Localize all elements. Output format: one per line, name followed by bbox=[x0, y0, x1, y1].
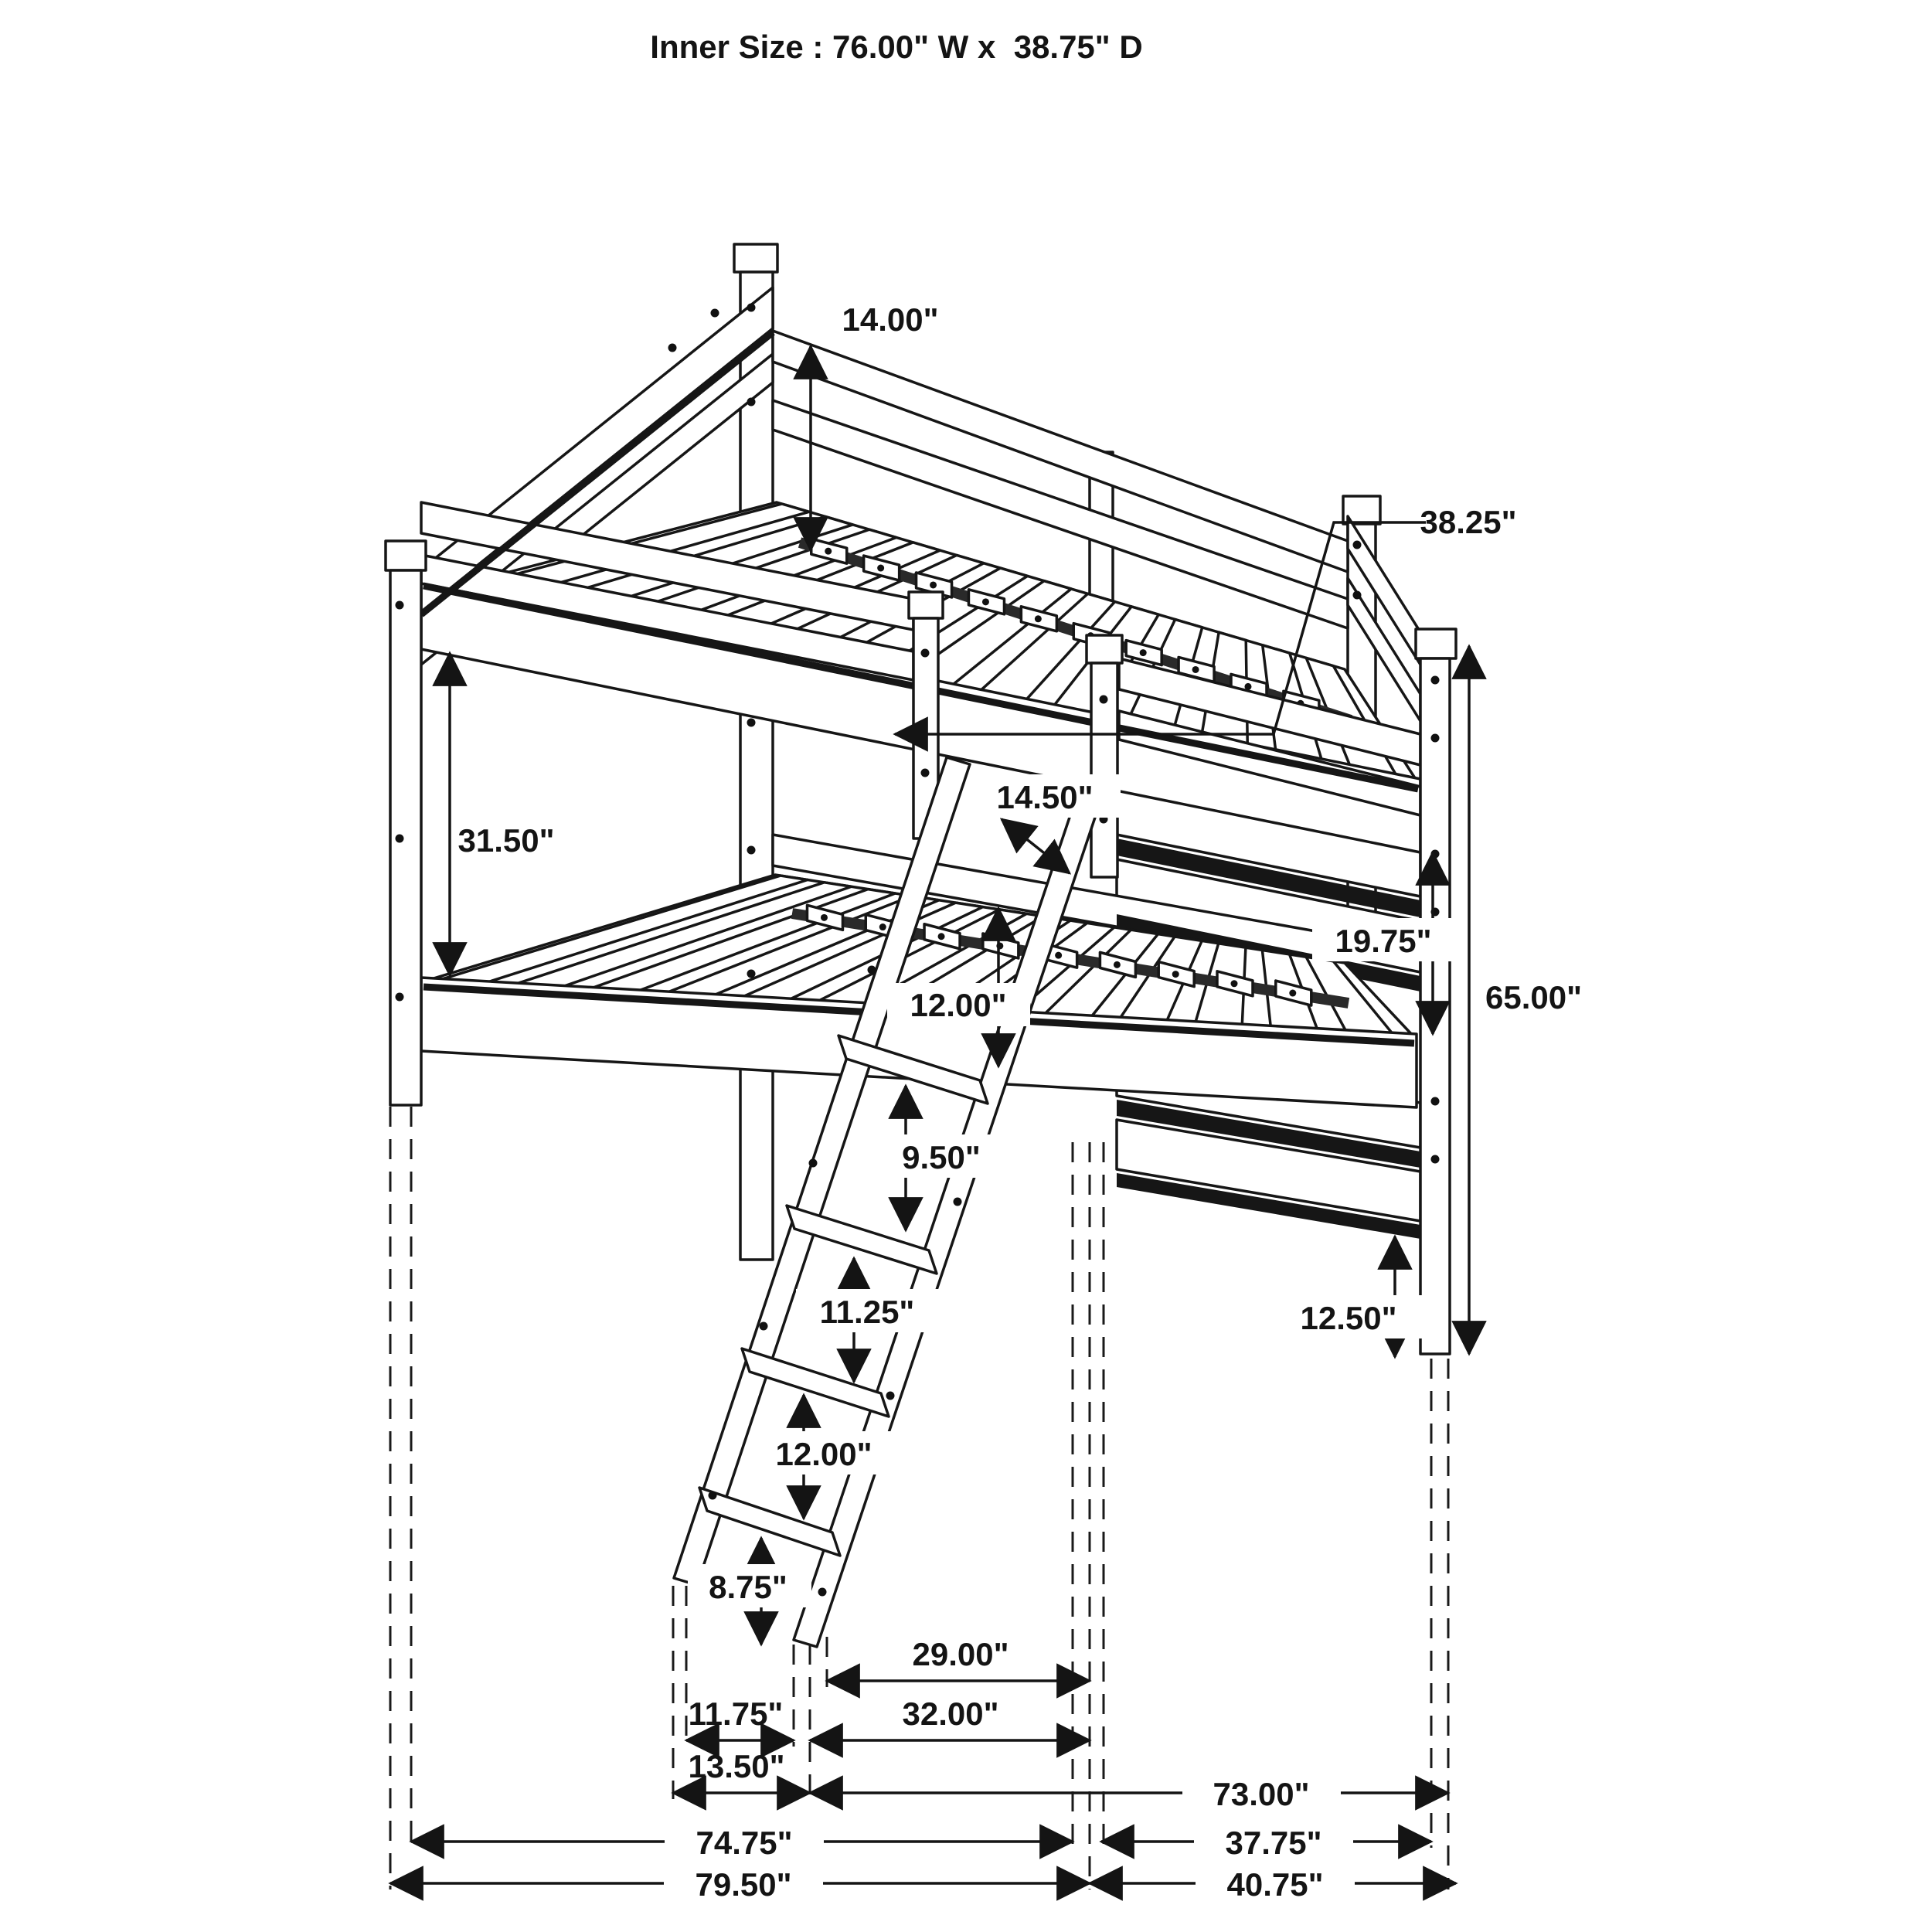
top-bunk-bracket-screw bbox=[930, 581, 937, 588]
dim-label-ladder-to-center: 29.00" bbox=[912, 1636, 1009, 1672]
screw-hole bbox=[1431, 1155, 1440, 1164]
lower-bunk-bracket-screw bbox=[1231, 980, 1238, 987]
dim-label-ladder-step-4: 12.00" bbox=[775, 1436, 872, 1472]
bed-structure bbox=[386, 244, 1456, 1647]
screw-hole bbox=[709, 1492, 717, 1500]
dim-label-ladder-step-2: 9.50" bbox=[902, 1139, 981, 1175]
footboard-front-post bbox=[1420, 658, 1450, 1354]
dim-label-right-gap: 19.75" bbox=[1335, 923, 1432, 959]
guard-post-right-cap bbox=[1087, 635, 1122, 663]
screw-hole bbox=[747, 304, 756, 312]
diagram-title: Inner Size : 76.00" W x 38.75" D bbox=[650, 29, 1143, 65]
screw-hole bbox=[1100, 696, 1108, 704]
headboard-front-post-cap bbox=[386, 541, 426, 570]
lower-bunk-bracket-screw bbox=[1114, 961, 1121, 968]
lower-bunk-bracket-screw bbox=[821, 914, 828, 921]
screw-hole bbox=[809, 1159, 818, 1168]
footboard-front-post-cap bbox=[1416, 629, 1456, 658]
dim-label-center-to-foot: 73.00" bbox=[1213, 1776, 1310, 1812]
dim-label-top-guard-height: 14.00" bbox=[842, 301, 939, 338]
screw-hole bbox=[1353, 541, 1362, 549]
screw-hole bbox=[396, 601, 404, 610]
screw-hole bbox=[747, 970, 756, 978]
screw-hole bbox=[921, 769, 930, 777]
dim-label-outer-to-center: 32.00" bbox=[902, 1696, 999, 1732]
lower-bunk-bracket-screw bbox=[1172, 971, 1179, 978]
lower-bunk-bracket-screw bbox=[938, 933, 945, 940]
screw-hole bbox=[760, 1322, 768, 1331]
top-bunk-bracket-screw bbox=[877, 565, 884, 572]
screw-hole bbox=[954, 1198, 962, 1206]
dim-label-ladder-step-3: 11.25" bbox=[819, 1294, 915, 1330]
headboard-front-post bbox=[390, 570, 421, 1105]
guard-post-left-cap bbox=[909, 592, 943, 618]
dim-label-ladder-step-bottom: 8.75" bbox=[709, 1569, 787, 1605]
top-bunk-bracket-screw bbox=[825, 548, 832, 555]
screw-hole bbox=[1431, 676, 1440, 685]
dim-label-slat-depth: 38.25" bbox=[1420, 504, 1517, 540]
screw-hole bbox=[868, 966, 876, 975]
top-bunk-bracket-screw bbox=[1140, 649, 1147, 656]
headboard-back-post-cap bbox=[734, 244, 777, 272]
top-bunk-bracket-screw bbox=[982, 598, 989, 605]
screw-hole bbox=[747, 398, 756, 406]
screw-hole bbox=[921, 649, 930, 658]
screw-hole bbox=[1431, 734, 1440, 743]
dim-label-overall-height: 65.00" bbox=[1485, 979, 1583, 1015]
dim-label-head-to-center: 74.75" bbox=[696, 1825, 793, 1861]
dim-label-foot-depth: 37.75" bbox=[1225, 1825, 1322, 1861]
dim-label-feet-span: 11.75" bbox=[688, 1696, 784, 1732]
screw-hole bbox=[747, 719, 756, 727]
dim-label-feet-outer-span: 13.50" bbox=[688, 1748, 785, 1784]
lower-bunk-bracket-screw bbox=[1289, 990, 1296, 997]
top-bunk-bracket-screw bbox=[1192, 666, 1199, 673]
dim-label-left-clearance: 31.50" bbox=[457, 822, 555, 859]
screw-hole bbox=[668, 344, 677, 352]
screw-hole bbox=[396, 993, 404, 1002]
ladder-rung-4 bbox=[699, 1488, 840, 1556]
screw-hole bbox=[1353, 591, 1362, 600]
dim-label-overall-length: 79.50" bbox=[695, 1866, 792, 1903]
screw-hole bbox=[1431, 1097, 1440, 1106]
top-bunk-bracket-screw bbox=[1035, 615, 1042, 622]
dim-label-overall-depth: 40.75" bbox=[1226, 1866, 1324, 1903]
headboard-back-post bbox=[740, 272, 773, 1260]
screw-hole bbox=[396, 835, 404, 843]
screw-hole bbox=[747, 846, 756, 855]
screw-hole bbox=[886, 1392, 895, 1400]
lower-bunk-bracket-screw bbox=[879, 923, 886, 930]
lower-bunk-bracket-screw bbox=[1055, 952, 1062, 959]
dim-label-ladder-step-top: 12.00" bbox=[910, 987, 1007, 1023]
dim-label-under-clearance: 12.50" bbox=[1300, 1300, 1397, 1336]
screw-hole bbox=[818, 1588, 827, 1597]
dim-label-guard-above-deck: 14.50" bbox=[996, 779, 1094, 815]
screw-hole bbox=[711, 309, 719, 318]
guard-post-right bbox=[1091, 663, 1117, 877]
